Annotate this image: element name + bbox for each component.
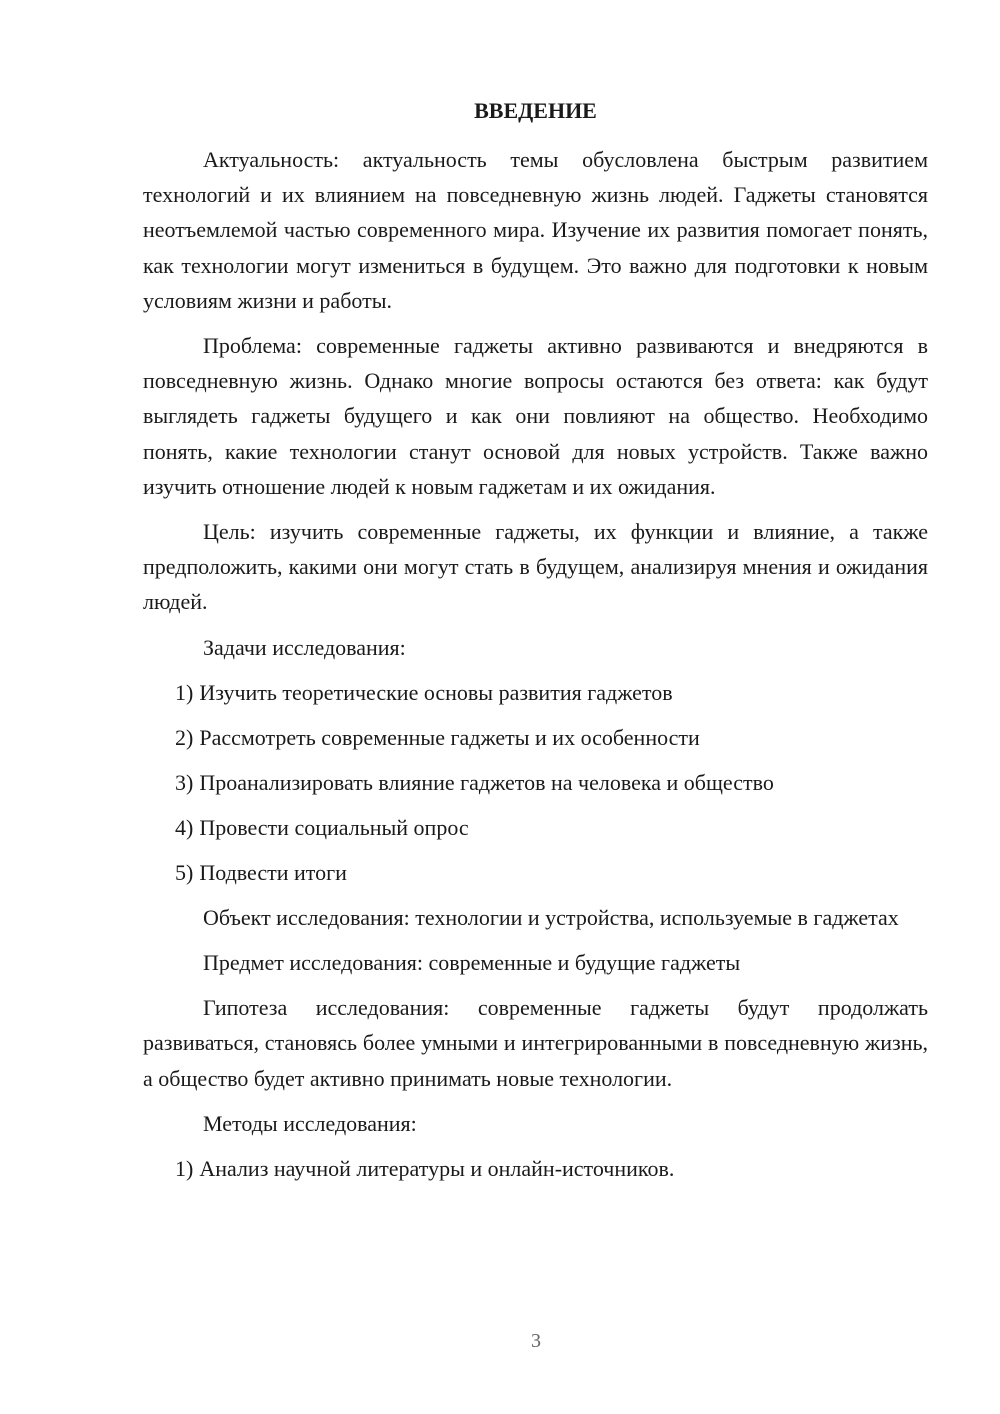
methods-title: Методы исследования: (203, 1110, 417, 1136)
list-item-text: Изучить теоретические основы развития гаджетов (199, 679, 673, 705)
list-item (143, 810, 928, 845)
list-item-number: 3) (175, 769, 194, 795)
list-item-text: Проанализировать влияние гаджетов на человека и общество (199, 769, 774, 795)
list-item-number: 5) (175, 859, 194, 885)
page-content (143, 93, 928, 1196)
hypothesis-paragraph: Гипотеза исследования: современные гаджеты будут продолжать развиваться, становясь более умными и интегрированными в повседневную жизнь, а общество будет активно принимать новые технологии. (143, 995, 928, 1091)
list-item-text: Анализ научной литературы и онлайн-источников. (199, 1156, 675, 1182)
list-item (143, 765, 928, 800)
relevance-paragraph: Актуальность: актуальность темы обусловлена быстрым развитием технологий и их влиянием на повседневную жизнь людей. Гаджеты становятся неотъемлемой частью современного мира. Изучение их развития помогает понять, как технологии могут измениться в будущем. Это важно для подготовки к новым условиям жизни и работы. (143, 147, 928, 313)
list-item-number: 4) (175, 814, 194, 840)
list-item (143, 855, 928, 890)
tasks-list (143, 675, 928, 890)
list-item (143, 720, 928, 755)
tasks-title: Задачи исследования: (203, 634, 406, 660)
list-item (143, 1151, 928, 1186)
list-item-text: Провести социальный опрос (199, 814, 469, 840)
list-item-number: 1) (175, 679, 194, 705)
goal-paragraph: Цель: изучить современные гаджеты, их функции и влияние, а также предположить, какими они могут стать в будущем, анализируя мнения и ожидания людей. (143, 519, 928, 615)
methods-list (143, 1151, 928, 1186)
subject-paragraph: Предмет исследования: современные и будущие гаджеты (203, 950, 741, 976)
object-paragraph: Объект исследования: технологии и устройства, используемые в гаджетах (203, 904, 899, 930)
list-item (143, 675, 928, 710)
page-number: 3 (531, 1330, 541, 1352)
problem-paragraph: Проблема: современные гаджеты активно развиваются и внедряются в повседневную жизнь. Однако многие вопросы остаются без ответа: как будут выглядеть гаджеты будущего и как они повлияют на общество. Необходимо понять, какие технологии станут основой для новых устройств. Также важно изучить отношение людей к новым гаджетам и их ожидания. (143, 333, 928, 499)
list-item-text: Рассмотреть современные гаджеты и их особенности (199, 724, 700, 750)
list-item-text: Подвести итоги (199, 859, 347, 885)
list-item-number: 2) (175, 724, 194, 750)
section-heading: ВВЕДЕНИЕ (474, 98, 597, 123)
list-item-number: 1) (175, 1156, 194, 1182)
